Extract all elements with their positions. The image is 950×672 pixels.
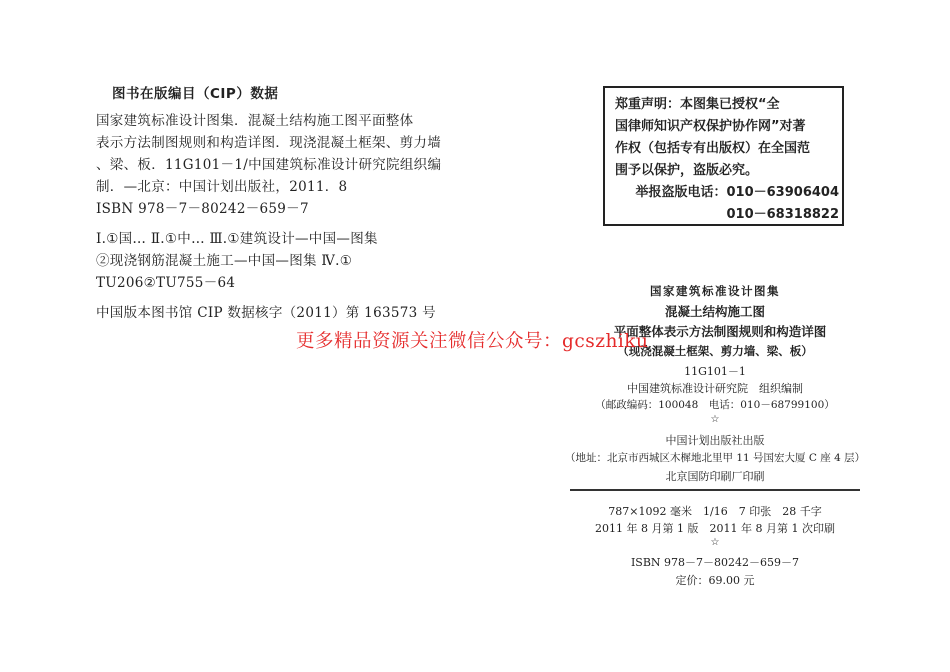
cip-line: 制．—北京：中国计划出版社，2011．8 bbox=[96, 179, 348, 195]
watermark-text: 更多精品资源关注微信公众号：gcszhiku bbox=[296, 331, 649, 352]
printer: 北京国防印刷厂印刷 bbox=[665, 470, 765, 483]
cip-line: 表示方法制图规则和构造详图．现浇混凝土框架、剪力墙 bbox=[96, 135, 441, 151]
hotline-row bbox=[615, 182, 839, 204]
price: 定价：69.00 元 bbox=[675, 574, 755, 587]
horizontal-rule bbox=[570, 489, 860, 491]
cip-line: 国家建筑标准设计图集．混凝土结构施工图平面整体 bbox=[96, 113, 414, 129]
series-title: 国家建筑标准设计图集 bbox=[650, 284, 780, 298]
book-title: 混凝土结构施工图 bbox=[664, 304, 765, 319]
publisher-address: （地址：北京市西城区木樨地北里甲 11 号国宏大厦 C 座 4 层） bbox=[565, 452, 866, 464]
copyright-notice-box bbox=[603, 86, 844, 226]
star-divider-icon: ☆ bbox=[710, 537, 720, 548]
hotline-phone-1: 010－63906404 bbox=[726, 185, 839, 200]
book-format: 787×1092 毫米 1/16 7 印张 28 千字 bbox=[608, 505, 822, 518]
notice-line: 作权（包括专有出版权）在全国范 bbox=[615, 141, 811, 156]
notice-line: 郑重声明：本图集已授权“全 bbox=[615, 97, 780, 112]
publisher: 中国计划出版社出版 bbox=[665, 434, 765, 447]
compiler-contact: （邮政编码：100048 电话：010－68799100） bbox=[595, 399, 835, 411]
notice-line: 围予以保护，盗版必究。 bbox=[615, 163, 759, 178]
edition-info: 2011 年 8 月第 1 版 2011 年 8 月第 1 次印刷 bbox=[595, 522, 835, 535]
cip-heading: 图书在版编目（CIP）数据 bbox=[112, 86, 279, 102]
cip-record bbox=[96, 110, 456, 324]
hotline-label: 举报盗版电话： bbox=[635, 185, 727, 200]
star-divider-icon: ☆ bbox=[710, 414, 720, 425]
isbn: ISBN 978－7－80242－659－7 bbox=[630, 556, 800, 569]
atlas-code: 11G101－1 bbox=[684, 365, 746, 378]
book-subtitle: 平面整体表示方法制图规则和构造详图 bbox=[613, 324, 827, 339]
cip-isbn: ISBN 978－7－80242－659－7 bbox=[96, 201, 309, 217]
compiler: 中国建筑标准设计研究院 组织编制 bbox=[627, 382, 803, 395]
notice-line: 国律师知识产权保护协作网”对著 bbox=[615, 119, 806, 134]
book-scope: （现浇混凝土框架、剪力墙、梁、板） bbox=[617, 344, 813, 358]
cip-classification-line: ②现浇钢筋混凝土施工—中国—图集 Ⅳ.① bbox=[96, 253, 353, 269]
cip-data-number: 中国版本图书馆 CIP 数据核字（2011）第 163573 号 bbox=[96, 305, 436, 321]
cip-classification-line: Ⅰ.①国… Ⅱ.①中… Ⅲ.①建筑设计—中国—图集 bbox=[96, 231, 378, 247]
cip-classification-line: TU206②TU755－64 bbox=[96, 275, 236, 291]
cip-line: 、梁、板．11G101－1/中国建筑标准设计研究院组织编 bbox=[96, 157, 442, 173]
hotline-phone-2: 010－68318822 bbox=[726, 207, 839, 222]
